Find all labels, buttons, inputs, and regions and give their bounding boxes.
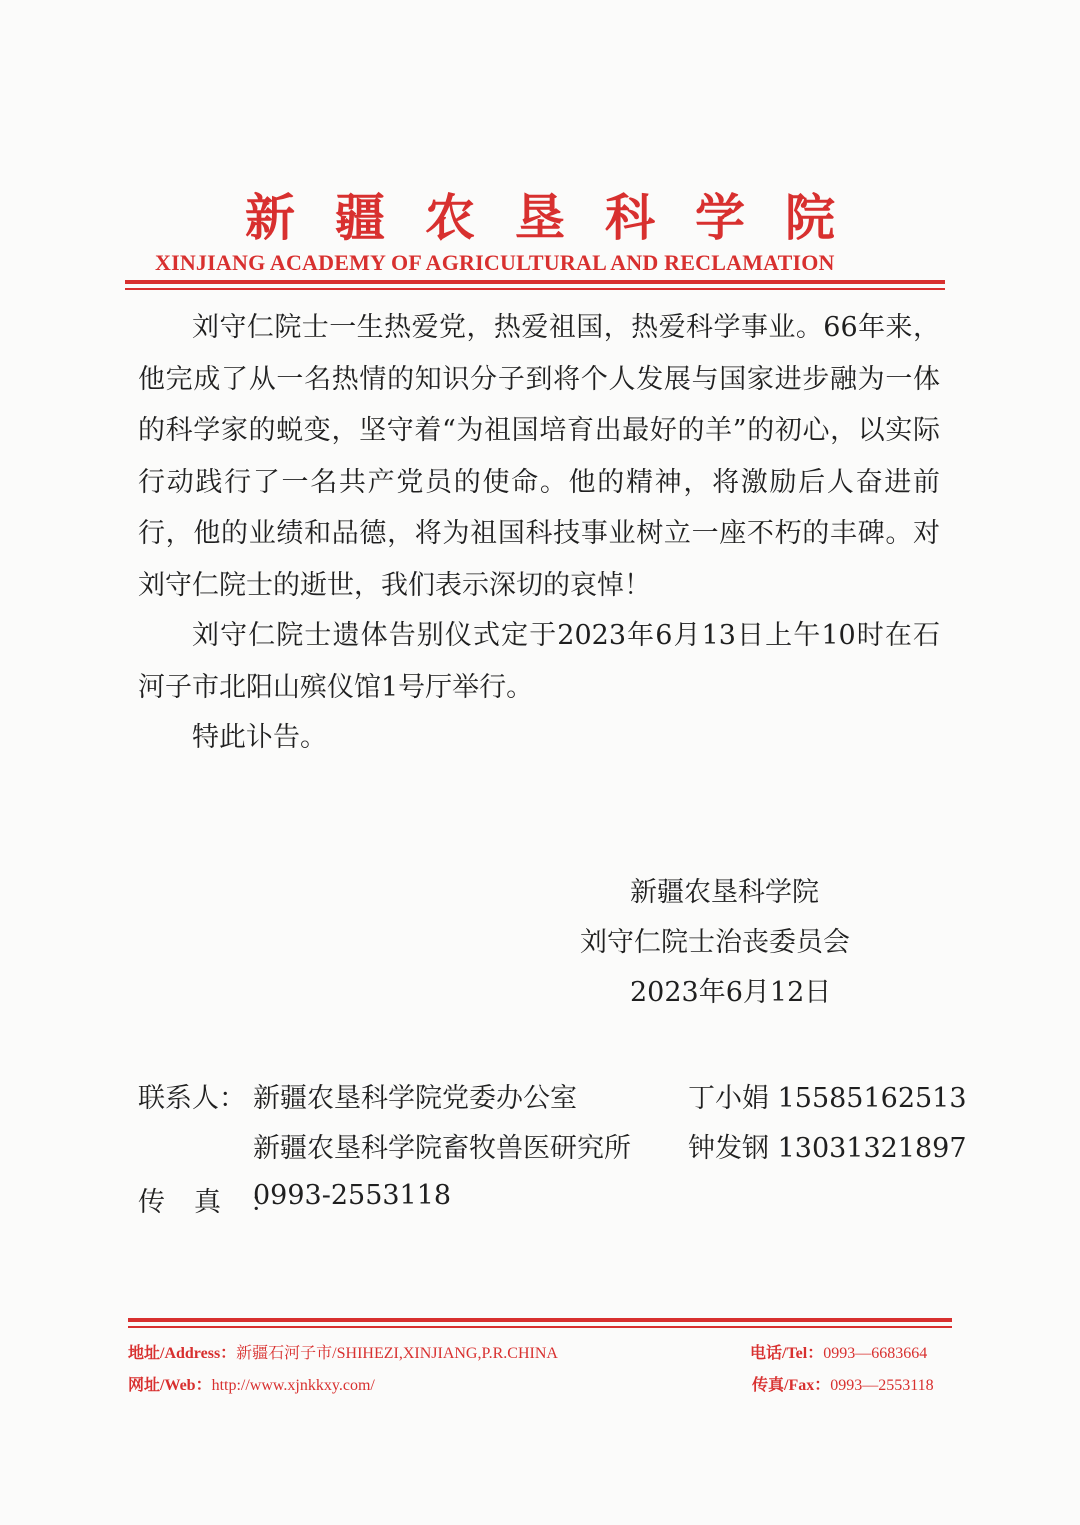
- footer-address-label: 地址/Address：: [128, 1345, 237, 1362]
- footer-tel: [750, 1340, 927, 1363]
- contact-office: 新疆农垦科学院畜牧兽医研究所: [253, 1133, 631, 1164]
- contact-person: 丁小娟 15585162513: [688, 1083, 967, 1114]
- letterhead-subtitle: XINJIANG ACADEMY OF AGRICULTURAL AND RECLAMATION: [155, 250, 835, 275]
- footer-tel-value: 0993—6683664: [823, 1345, 928, 1362]
- footer-address-value: 新疆石河子市/SHIHEZI,XINJIANG,P.R.CHINA: [236, 1345, 558, 1362]
- footer-rule-thin: [128, 1326, 952, 1328]
- signature-organization: 新疆农垦科学院: [630, 877, 819, 908]
- signature-committee: 刘守仁院士治丧委员会: [580, 927, 850, 958]
- contact-label: 联系人：: [138, 1083, 246, 1114]
- obituary-paragraph-3: 特此讣告。: [192, 722, 327, 753]
- letterhead-rule-thick: [125, 280, 945, 284]
- fax-number: 0993-2553118: [253, 1180, 452, 1211]
- obituary-paragraph-2: 刘守仁院士遗体告别仪式定于2023年6月13日上午10时在石河子市北阳山殡仪馆1号厅举行。: [138, 620, 940, 703]
- obituary-paragraph-1: 刘守仁院士一生热爱党，热爱祖国，热爱科学事业。66年来，他完成了从一名热情的知识分子到将个人发展与国家进步融为一体的科学家的蜕变，坚守着“为祖国培育出最好的羊”的初心，以实际行动践行了一名共产党员的使命。他的精神，将激励后人奋进前行，他的业绩和品德，将为祖国科技事业树立一座不朽的丰碑。对刘守仁院士的逝世，我们表示深切的哀悼！: [138, 312, 940, 601]
- footer-web-label: 网址/Web：: [128, 1377, 212, 1394]
- footer-tel-label: 电话/Tel：: [750, 1345, 824, 1362]
- contact-person: 钟发钢 13031321897: [688, 1133, 967, 1164]
- footer-address: [128, 1340, 558, 1363]
- footer-fax-label: 传真/Fax：: [752, 1377, 831, 1394]
- footer-fax-value: 0993—2553118: [830, 1377, 934, 1394]
- signature-date: 2023年6月12日: [630, 977, 832, 1008]
- letterhead-title: 新疆农垦科学院: [245, 188, 875, 247]
- letterhead-rule-thin: [125, 288, 945, 290]
- footer-fax: [752, 1372, 934, 1395]
- footer-rule-thick: [128, 1318, 952, 1322]
- footer-web-value: http://www.xjnkkxy.com/: [211, 1377, 375, 1394]
- contact-office: 新疆农垦科学院党委办公室: [253, 1083, 577, 1114]
- fax-label: 传真：: [138, 1187, 306, 1218]
- footer-web: [128, 1372, 375, 1395]
